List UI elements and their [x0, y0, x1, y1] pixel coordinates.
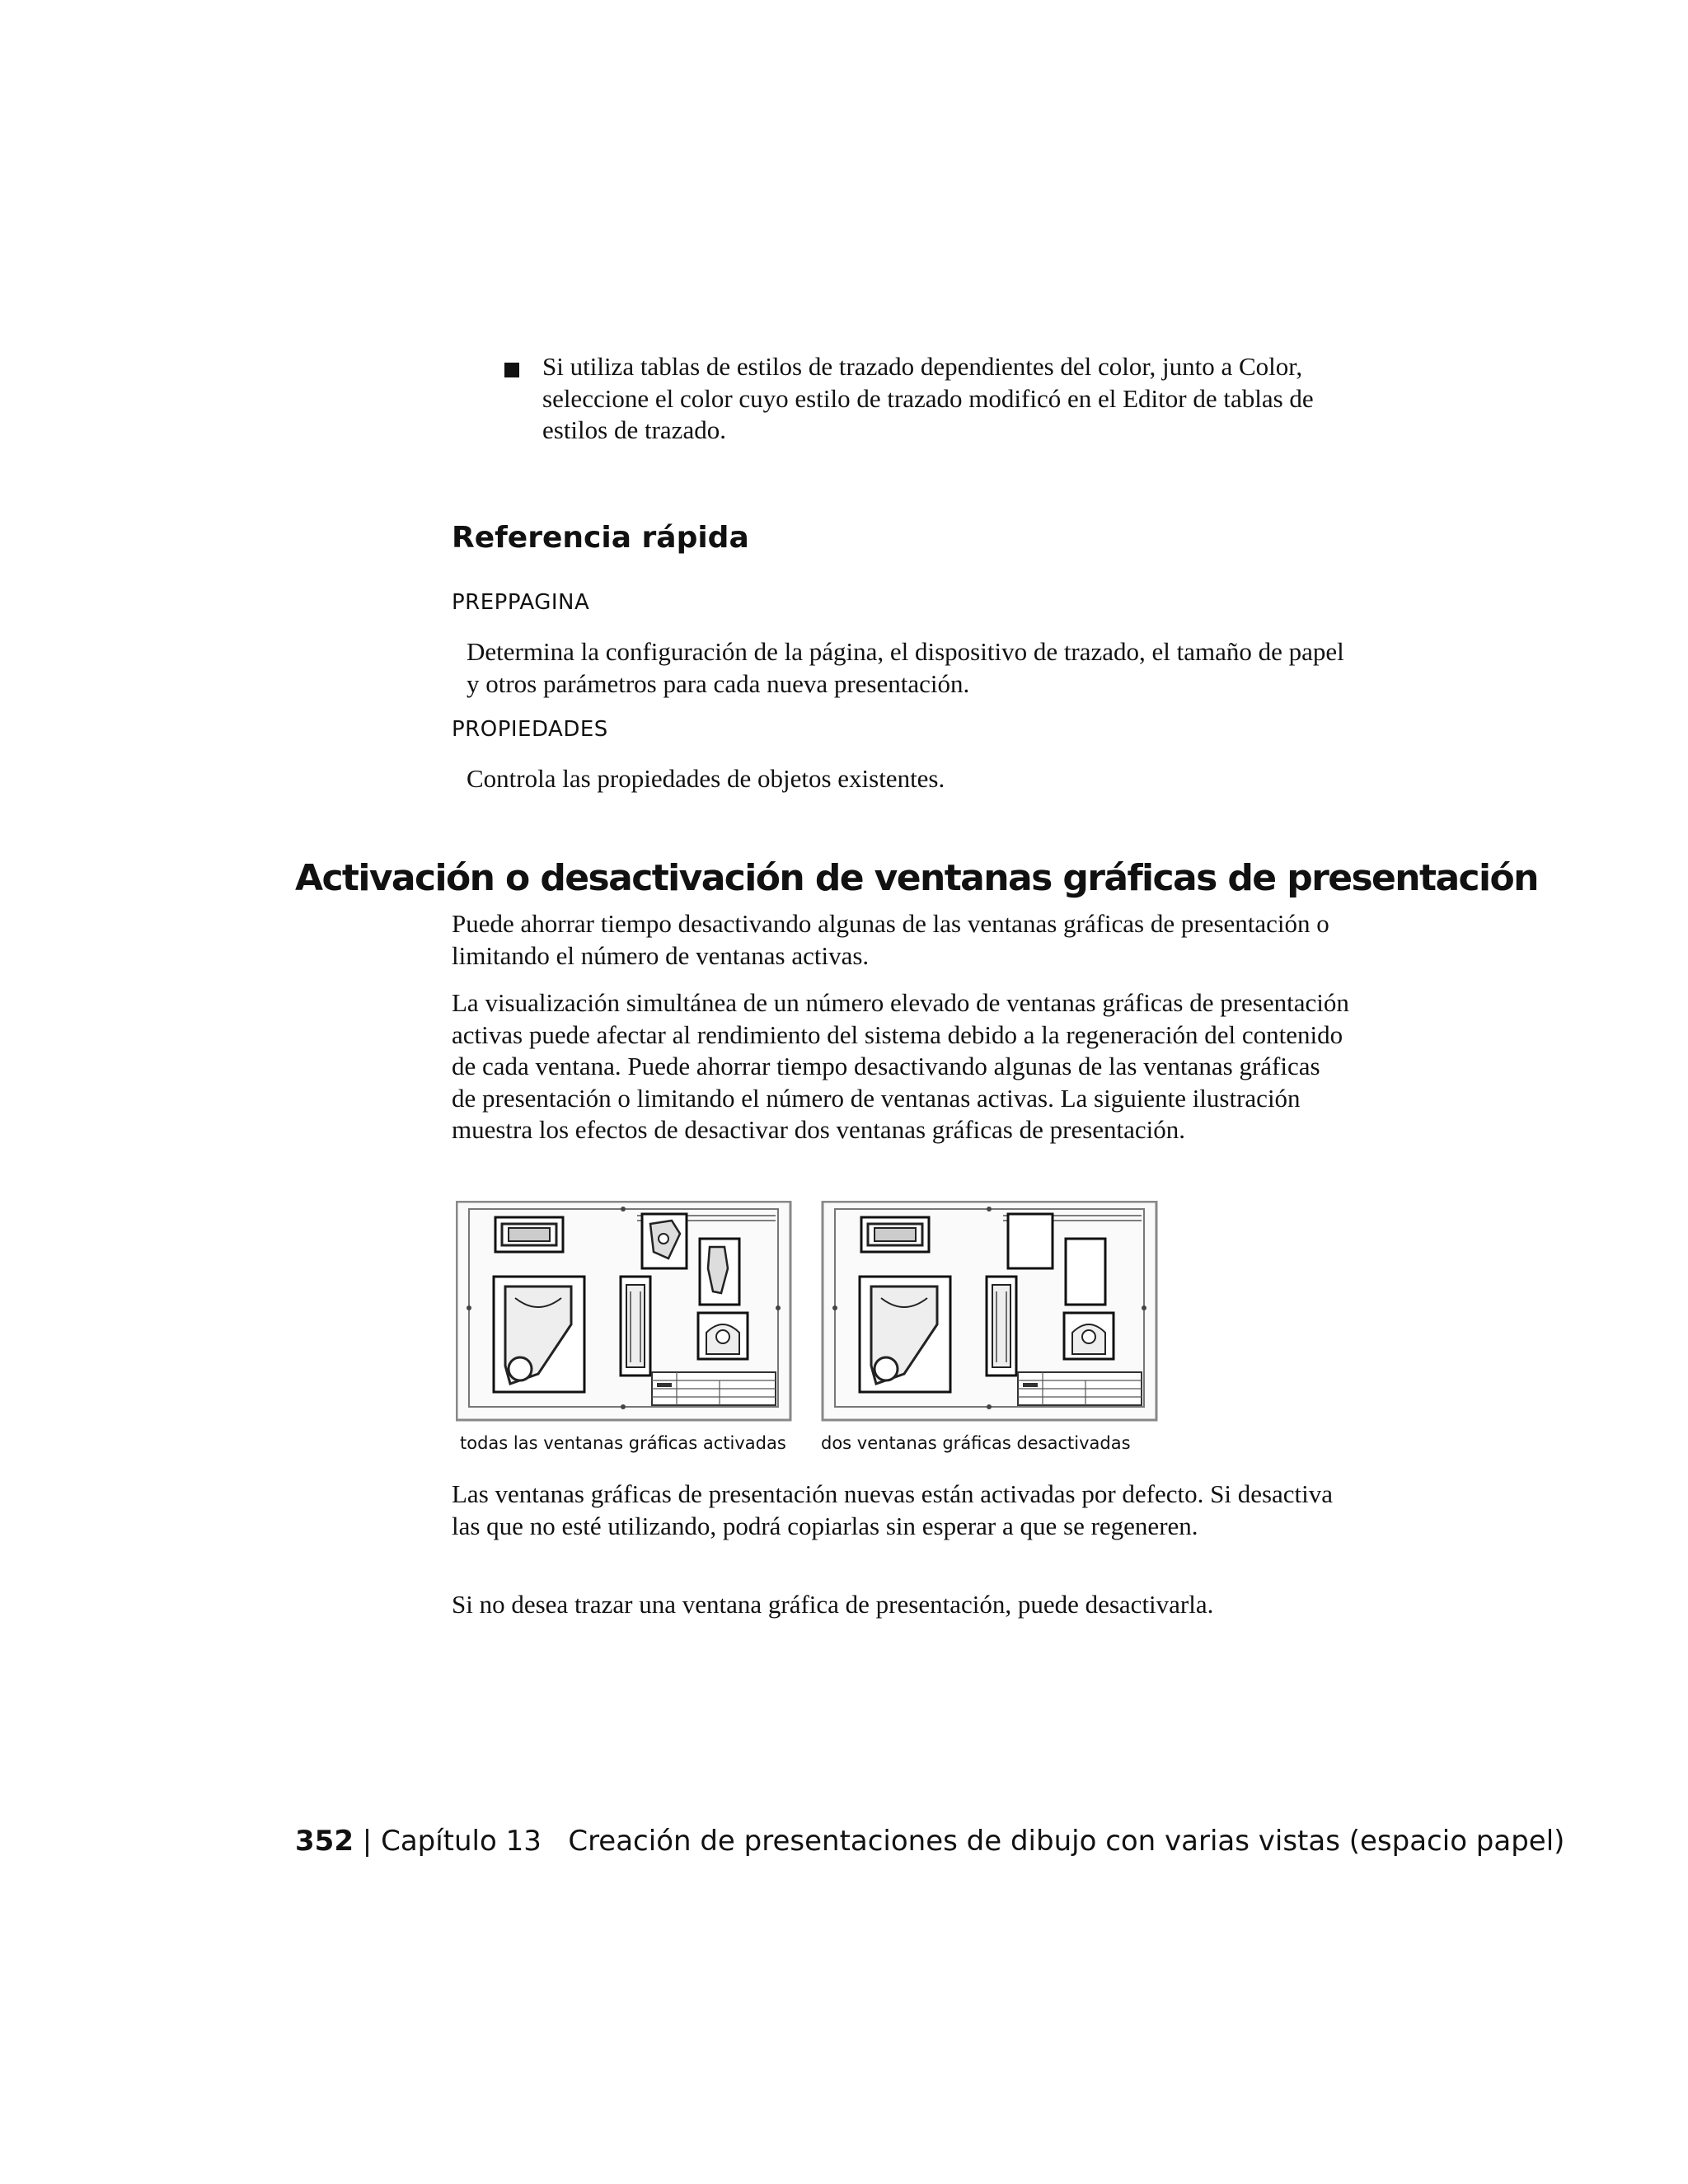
sheet-two-viewports-off [823, 1202, 1156, 1420]
sheet-all-viewports-on [457, 1202, 790, 1420]
command-description-propiedades: Controla las propiedades de objetos existentes. [467, 764, 945, 793]
layout-drawings-image [456, 1201, 1165, 1432]
command-description-preppagina: Determina la configuración de la página, el dispositivo de trazado, el tamaño de papel y otros parámetros para cada nueva presentación. [467, 637, 1344, 698]
bullet-text: Si utiliza tablas de estilos de trazado dependientes del color, junto a Color, seleccione el color cuyo estilo de trazado modificó en el Editor de tablas de estilos de trazado. [542, 352, 1314, 444]
viewport-illustration [456, 1201, 1165, 1465]
caption-all-active: todas las ventanas gráficas activadas [460, 1433, 786, 1453]
quick-reference-heading: Referencia rápida [452, 521, 749, 555]
page-footer [295, 1825, 1564, 1858]
command-name-preppagina: PREPPAGINA [452, 590, 590, 615]
bullet-item [504, 351, 1345, 447]
paragraph-3: Las ventanas gráficas de presentación nuevas están activadas por defecto. Si desactiva las que no esté utilizando, podrá copiarlas sin esperar a que se regeneren. [452, 1479, 1334, 1540]
paragraph-2: La visualización simultánea de un número elevado de ventanas gráficas de presentación activas puede afectar al rendimiento del sistema debido a la regeneración del contenido de cada ventana. Puede ahorrar tiempo desactivando algunas de las ventanas gráficas de presentación o limitando el número de ventanas activas. La siguiente ilustración muestra los efectos de desactivar dos ventanas gráficas de presentación. [452, 988, 1349, 1144]
footer-chapter-title: Creación de presentaciones de dibujo con varias vistas (espacio papel) [568, 1825, 1565, 1858]
command-name-propiedades: PROPIEDADES [452, 717, 608, 742]
section-heading: Activación o desactivación de ventanas gráficas de presentación [295, 857, 1538, 899]
paragraph-1: Puede ahorrar tiempo desactivando algunas de las ventanas gráficas de presentación o limitando el número de ventanas activas. [452, 909, 1329, 970]
footer-chapter: Capítulo 13 [381, 1825, 542, 1858]
bullet-square-icon [504, 363, 519, 377]
footer-separator: | [362, 1825, 373, 1858]
paragraph-4: Si no desea trazar una ventana gráfica de presentación, puede desactivarla. [452, 1590, 1214, 1619]
caption-two-inactive: dos ventanas gráficas desactivadas [821, 1433, 1131, 1453]
page-number: 352 [295, 1825, 354, 1858]
